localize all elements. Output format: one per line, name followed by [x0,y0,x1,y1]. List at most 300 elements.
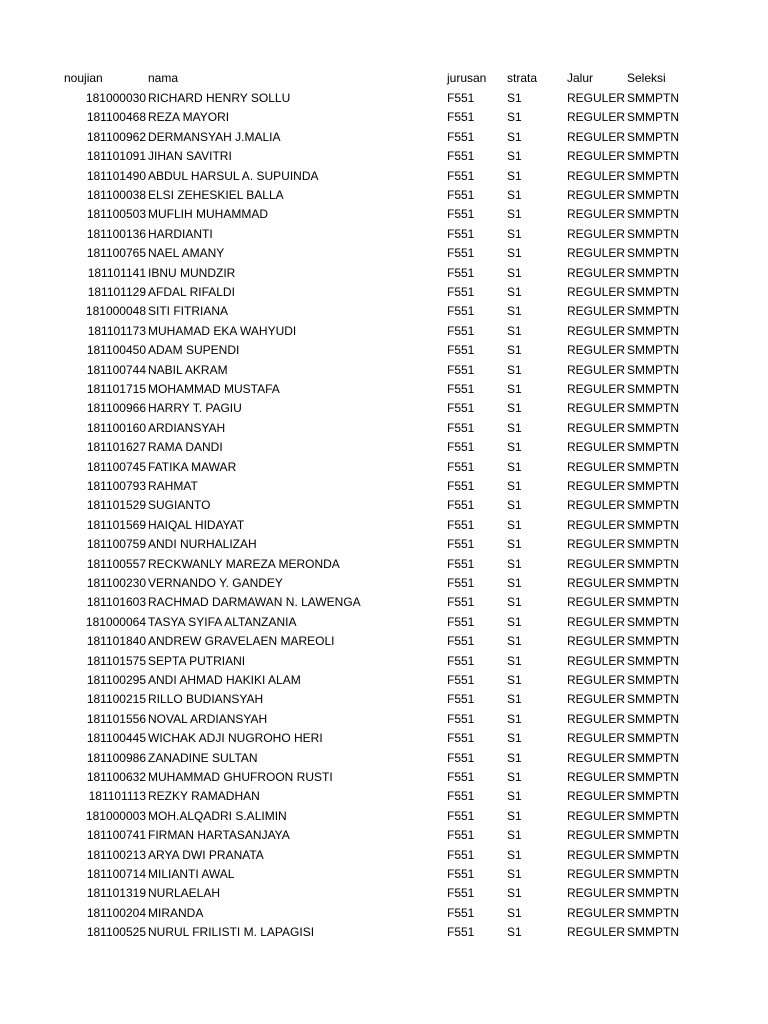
table-row [0,613,768,632]
cell-jalur: REGULER [567,323,626,338]
table-row [0,477,768,496]
cell-nama: MILIANTI AWAL [148,867,235,881]
cell-nama: RAHMAT [148,479,198,493]
table-row [0,322,768,341]
table-row [0,535,768,554]
cell-noujian: 181100744 [86,362,146,377]
cell-strata: S1 [507,634,522,649]
table-row [0,147,768,166]
cell-nama: ANDI AHMAD HAKIKI ALAM [148,673,301,687]
cell-strata: S1 [507,556,522,571]
cell-jalur: REGULER [567,711,626,726]
cell-seleksi: SMMPTN [627,595,679,610]
cell-jalur: REGULER [567,110,626,125]
cell-jalur: REGULER [567,925,626,940]
cell-jurusan: F551 [447,420,475,435]
cell-jurusan: F551 [447,129,475,144]
table-row [0,729,768,748]
table-row [0,574,768,593]
cell-jurusan: F551 [447,91,475,105]
cell-strata: S1 [507,517,522,532]
cell-noujian: 181101840 [86,634,146,649]
cell-jurusan: F551 [447,808,475,823]
cell-strata: S1 [507,401,522,416]
cell-jurusan: F551 [447,576,475,590]
cell-seleksi: SMMPTN [627,91,679,105]
cell-jalur: REGULER [567,847,626,862]
header-seleksi: Seleksi [627,71,666,85]
cell-jalur: REGULER [567,905,626,920]
cell-strata: S1 [507,188,522,202]
cell-jalur: REGULER [567,226,626,241]
table-row [0,593,768,612]
cell-seleksi: SMMPTN [627,168,679,183]
cell-strata: S1 [507,246,522,261]
cell-jurusan: F551 [447,207,475,222]
cell-strata: S1 [507,653,522,668]
cell-noujian: 181000030 [85,91,146,105]
cell-seleksi: SMMPTN [627,517,679,532]
cell-seleksi: SMMPTN [627,905,679,920]
cell-jurusan: F551 [447,517,475,532]
table-row [0,128,768,147]
cell-noujian: 181100445 [86,731,146,746]
table-row [0,361,768,380]
cell-jurusan: F551 [447,382,475,396]
cell-jurusan: F551 [447,614,475,629]
cell-jalur: REGULER [567,731,626,746]
cell-jalur: REGULER [567,614,626,629]
cell-strata: S1 [507,110,522,125]
cell-noujian: 181100966 [86,401,146,416]
cell-jurusan: F551 [447,905,475,920]
cell-seleksi: SMMPTN [627,129,679,144]
cell-strata: S1 [507,886,522,901]
table-row [0,904,768,923]
table-row [0,302,768,321]
cell-jurusan: F551 [447,925,475,940]
cell-nama: ADAM SUPENDI [148,343,240,358]
cell-jalur: REGULER [567,653,626,668]
cell-seleksi: SMMPTN [627,207,679,222]
table-row [0,264,768,283]
cell-seleksi: SMMPTN [627,711,679,726]
cell-jurusan: F551 [447,459,475,474]
cell-noujian: 181100714 [86,867,146,881]
cell-nama: RILLO BUDIANSYAH [148,692,264,707]
table-row [0,225,768,244]
cell-seleksi: SMMPTN [627,653,679,668]
table-row [0,380,768,399]
cell-strata: S1 [507,770,522,784]
cell-strata: S1 [507,692,522,707]
cell-jurusan: F551 [447,285,475,299]
cell-noujian: 181100204 [86,905,146,920]
cell-nama: NOVAL ARDIANSYAH [148,711,268,726]
cell-jalur: REGULER [567,401,626,416]
cell-nama: HARDIANTI [148,226,213,241]
cell-seleksi: SMMPTN [627,808,679,823]
cell-noujian: 181100450 [86,343,146,358]
cell-noujian: 181101141 [87,265,146,280]
cell-nama: REZKY RAMADHAN [148,789,260,804]
cell-jalur: REGULER [567,459,626,474]
cell-jurusan: F551 [447,304,475,319]
cell-noujian: 181101091 [86,149,146,164]
cell-nama: NAEL AMANY [148,246,225,261]
cell-noujian: 181000003 [85,808,146,823]
cell-seleksi: SMMPTN [627,110,679,125]
cell-noujian: 181101129 [87,285,146,299]
cell-jalur: REGULER [567,556,626,571]
cell-nama: SUGIANTO [148,498,211,513]
cell-nama: NURUL FRILISTI M. LAPAGISI [148,925,315,940]
cell-strata: S1 [507,226,522,241]
cell-seleksi: SMMPTN [627,440,679,455]
cell-jalur: REGULER [567,808,626,823]
cell-jalur: REGULER [567,673,626,687]
cell-seleksi: SMMPTN [627,828,679,843]
cell-jalur: REGULER [567,750,626,765]
cell-jurusan: F551 [447,711,475,726]
cell-strata: S1 [507,285,522,299]
cell-jurusan: F551 [447,867,475,881]
table-row [0,419,768,438]
cell-noujian: 181100038 [86,188,146,202]
cell-nama: FATIKA MAWAR [148,459,237,474]
cell-seleksi: SMMPTN [627,556,679,571]
cell-noujian: 181101603 [86,595,146,610]
cell-strata: S1 [507,673,522,687]
table-row [0,516,768,535]
cell-strata: S1 [507,828,522,843]
cell-nama: RICHARD HENRY SOLLU [148,91,291,105]
header-noujian: noujian [64,71,103,85]
cell-jurusan: F551 [447,498,475,513]
cell-seleksi: SMMPTN [627,576,679,590]
cell-nama: MIRANDA [148,905,204,920]
cell-nama: MUHAMAD EKA WAHYUDI [148,323,297,338]
cell-seleksi: SMMPTN [627,459,679,474]
table-row [0,89,768,108]
cell-noujian: 181100632 [86,770,146,784]
cell-strata: S1 [507,129,522,144]
cell-noujian: 181101627 [86,440,146,455]
cell-jurusan: F551 [447,226,475,241]
table-row [0,768,768,787]
cell-strata: S1 [507,711,522,726]
cell-nama: MOH.ALQADRI S.ALIMIN [148,808,287,823]
cell-jalur: REGULER [567,440,626,455]
table-header [0,69,768,88]
cell-strata: S1 [507,149,522,164]
cell-seleksi: SMMPTN [627,731,679,746]
cell-jalur: REGULER [567,867,626,881]
cell-jurusan: F551 [447,828,475,843]
cell-noujian: 181100741 [86,828,146,843]
cell-jurusan: F551 [447,653,475,668]
cell-noujian: 181101490 [86,168,146,183]
header-nama: nama [148,71,179,85]
cell-seleksi: SMMPTN [627,867,679,881]
cell-noujian: 181100793 [86,479,146,493]
table-row [0,807,768,826]
cell-nama: RAMA DANDI [148,440,223,455]
cell-jurusan: F551 [447,673,475,687]
header-jurusan: jurusan [447,71,487,85]
table-row [0,632,768,651]
cell-jalur: REGULER [567,789,626,804]
table-row [0,710,768,729]
cell-strata: S1 [507,595,522,610]
cell-noujian: 181100160 [86,420,146,435]
cell-noujian: 181101319 [86,886,146,901]
cell-jalur: REGULER [567,634,626,649]
table-row [0,690,768,709]
cell-jurusan: F551 [447,750,475,765]
cell-jalur: REGULER [567,828,626,843]
cell-strata: S1 [507,343,522,358]
cell-jurusan: F551 [447,401,475,416]
cell-noujian: 181101113 [88,789,146,804]
cell-jalur: REGULER [567,420,626,435]
cell-jurusan: F551 [447,265,475,280]
cell-seleksi: SMMPTN [627,246,679,261]
cell-seleksi: SMMPTN [627,362,679,377]
cell-nama: ELSI ZEHESKIEL BALLA [148,188,284,202]
cell-strata: S1 [507,304,522,319]
cell-nama: REZA MAYORI [148,110,230,125]
cell-nama: VERNANDO Y. GANDEY [148,576,283,590]
cell-noujian: 181000048 [85,304,146,319]
cell-noujian: 181100962 [86,129,146,144]
cell-nama: WICHAK ADJI NUGROHO HERI [148,731,323,746]
cell-noujian: 181101529 [86,498,146,513]
cell-jurusan: F551 [447,323,475,338]
cell-jalur: REGULER [567,692,626,707]
cell-noujian: 181101575 [86,653,146,668]
table-row [0,341,768,360]
cell-strata: S1 [507,440,522,455]
cell-noujian: 181100986 [86,750,146,765]
table-row [0,458,768,477]
cell-jurusan: F551 [447,634,475,649]
cell-jalur: REGULER [567,537,626,552]
cell-nama: ARDIANSYAH [148,420,226,435]
table-row [0,652,768,671]
cell-noujian: 181100525 [86,925,146,940]
cell-jurusan: F551 [447,731,475,746]
cell-jalur: REGULER [567,265,626,280]
table-row [0,438,768,457]
cell-seleksi: SMMPTN [627,673,679,687]
cell-jurusan: F551 [447,847,475,862]
table-row [0,884,768,903]
cell-jurusan: F551 [447,362,475,377]
cell-jalur: REGULER [567,149,626,164]
table-row [0,846,768,865]
cell-jurusan: F551 [447,343,475,358]
cell-strata: S1 [507,905,522,920]
cell-strata: S1 [507,750,522,765]
cell-jurusan: F551 [447,692,475,707]
cell-noujian: 181100213 [86,847,146,862]
cell-nama: IBNU MUNDZIR [148,265,236,280]
cell-nama: MUHAMMAD GHUFROON RUSTI [148,770,333,784]
cell-nama: AFDAL RIFALDI [148,285,235,299]
cell-seleksi: SMMPTN [627,479,679,493]
cell-strata: S1 [507,323,522,338]
cell-seleksi: SMMPTN [627,692,679,707]
cell-nama: ANDI NURHALIZAH [148,537,257,552]
cell-jurusan: F551 [447,168,475,183]
cell-jalur: REGULER [567,382,626,396]
cell-jurusan: F551 [447,246,475,261]
cell-nama: JIHAN SAVITRI [148,149,232,164]
cell-jurusan: F551 [447,479,475,493]
cell-jalur: REGULER [567,517,626,532]
table-row [0,496,768,515]
cell-nama: FIRMAN HARTASANJAYA [148,828,290,843]
table-row [0,244,768,263]
table-row [0,167,768,186]
cell-seleksi: SMMPTN [627,149,679,164]
cell-nama: RECKWANLY MAREZA MERONDA [148,556,340,571]
cell-strata: S1 [507,576,522,590]
cell-jalur: REGULER [567,129,626,144]
cell-jalur: REGULER [567,304,626,319]
cell-jalur: REGULER [567,246,626,261]
table-row [0,399,768,418]
cell-jalur: REGULER [567,207,626,222]
cell-jurusan: F551 [447,556,475,571]
cell-jurusan: F551 [447,537,475,552]
cell-jurusan: F551 [447,789,475,804]
cell-seleksi: SMMPTN [627,382,679,396]
cell-noujian: 181101556 [86,711,146,726]
cell-noujian: 181100557 [86,556,146,571]
cell-seleksi: SMMPTN [627,343,679,358]
cell-noujian: 181100230 [86,576,146,590]
cell-noujian: 181000064 [85,614,146,629]
cell-nama: ZANADINE SULTAN [148,750,258,765]
cell-seleksi: SMMPTN [627,634,679,649]
cell-strata: S1 [507,808,522,823]
cell-seleksi: SMMPTN [627,420,679,435]
table-row [0,555,768,574]
cell-strata: S1 [507,925,522,940]
cell-seleksi: SMMPTN [627,847,679,862]
cell-strata: S1 [507,91,522,105]
cell-jalur: REGULER [567,343,626,358]
cell-seleksi: SMMPTN [627,498,679,513]
cell-nama: HAIQAL HIDAYAT [148,517,245,532]
header-jalur: Jalur [567,71,594,85]
cell-seleksi: SMMPTN [627,925,679,940]
table-row [0,787,768,806]
cell-noujian: 181100503 [86,207,146,222]
cell-seleksi: SMMPTN [627,265,679,280]
cell-seleksi: SMMPTN [627,537,679,552]
cell-jalur: REGULER [567,576,626,590]
table-row [0,865,768,884]
table-row [0,283,768,302]
cell-strata: S1 [507,731,522,746]
cell-nama: TASYA SYIFA ALTANZANIA [148,614,297,629]
cell-strata: S1 [507,420,522,435]
cell-jalur: REGULER [567,285,626,299]
cell-nama: NABIL AKRAM [148,362,228,377]
cell-strata: S1 [507,382,522,396]
cell-strata: S1 [507,867,522,881]
cell-seleksi: SMMPTN [627,770,679,784]
cell-strata: S1 [507,614,522,629]
cell-nama: SEPTA PUTRIANI [148,653,246,668]
cell-nama: ANDREW GRAVELAEN MAREOLI [148,634,335,649]
cell-jurusan: F551 [447,770,475,784]
cell-noujian: 181100295 [86,673,146,687]
cell-noujian: 181101569 [86,517,146,532]
cell-nama: MOHAMMAD MUSTAFA [148,382,280,396]
cell-noujian: 181100765 [86,246,146,261]
cell-strata: S1 [507,207,522,222]
cell-jurusan: F551 [447,886,475,901]
cell-jalur: REGULER [567,91,626,105]
cell-seleksi: SMMPTN [627,188,679,202]
table-row [0,826,768,845]
cell-seleksi: SMMPTN [627,789,679,804]
cell-jurusan: F551 [447,110,475,125]
cell-seleksi: SMMPTN [627,323,679,338]
cell-strata: S1 [507,847,522,862]
cell-noujian: 181100136 [86,226,146,241]
cell-noujian: 181101173 [87,323,146,338]
cell-strata: S1 [507,265,522,280]
cell-jalur: REGULER [567,168,626,183]
table-row [0,671,768,690]
table-row [0,749,768,768]
cell-noujian: 181101715 [86,382,146,396]
cell-jalur: REGULER [567,886,626,901]
cell-strata: S1 [507,789,522,804]
table-row [0,186,768,205]
cell-jalur: REGULER [567,498,626,513]
cell-nama: SITI FITRIANA [148,304,229,319]
cell-seleksi: SMMPTN [627,285,679,299]
cell-strata: S1 [507,537,522,552]
cell-seleksi: SMMPTN [627,886,679,901]
table-row [0,108,768,127]
cell-strata: S1 [507,168,522,183]
cell-seleksi: SMMPTN [627,226,679,241]
cell-nama: ABDUL HARSUL A. SUPUINDA [148,168,319,183]
table-row [0,923,768,942]
header-strata: strata [507,71,538,85]
cell-strata: S1 [507,479,522,493]
cell-noujian: 181100215 [86,692,146,707]
cell-strata: S1 [507,459,522,474]
table-row [0,205,768,224]
cell-noujian: 181100759 [86,537,146,552]
cell-jurusan: F551 [447,440,475,455]
cell-nama: ARYA DWI PRANATA [148,847,264,862]
cell-nama: DERMANSYAH J.MALIA [148,129,281,144]
cell-seleksi: SMMPTN [627,614,679,629]
cell-nama: MUFLIH MUHAMMAD [148,207,268,222]
cell-seleksi: SMMPTN [627,304,679,319]
cell-seleksi: SMMPTN [627,401,679,416]
cell-jalur: REGULER [567,362,626,377]
